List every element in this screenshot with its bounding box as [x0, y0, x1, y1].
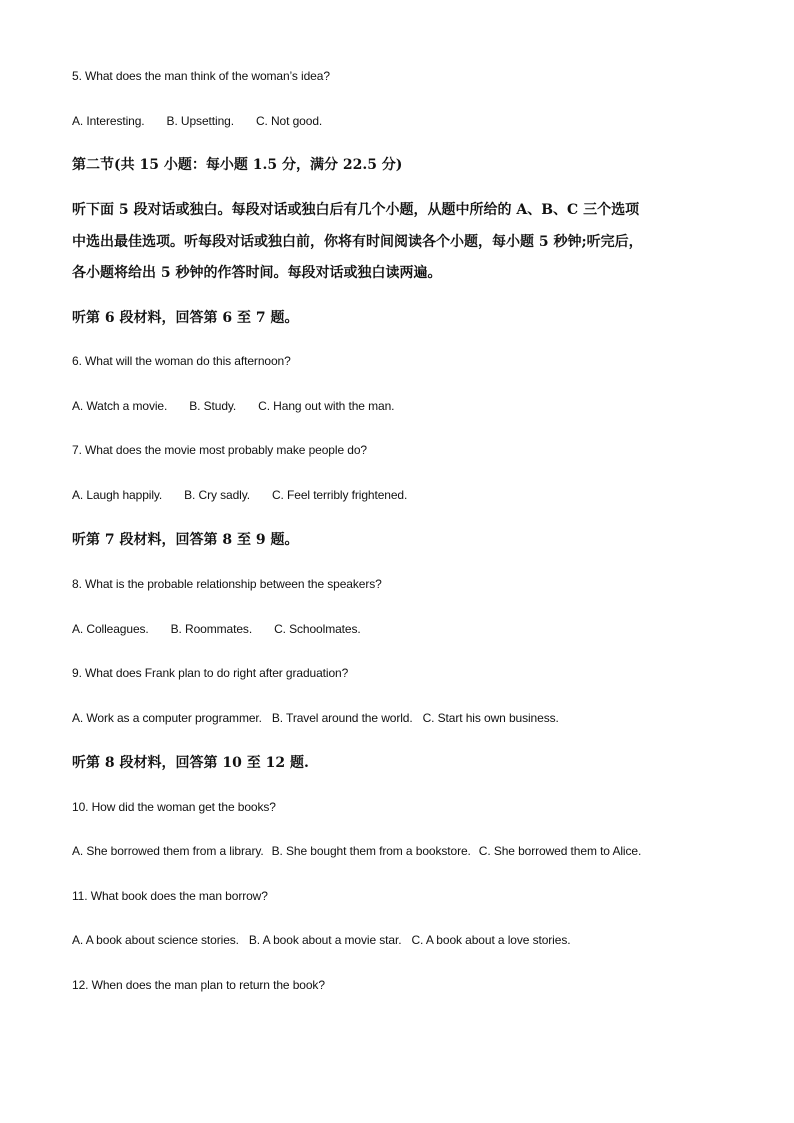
option-a: A. Interesting.: [72, 114, 145, 128]
material-6-heading: 听第 6 段材料，回答第 6 至 7 题。: [72, 310, 299, 326]
option-b: B. Cry sadly.: [184, 488, 250, 502]
option-b: B. Upsetting.: [166, 114, 234, 128]
option-a: A. Laugh happily.: [72, 488, 163, 502]
material-7-heading: 听第 7 段材料，回答第 8 至 9 题。: [72, 532, 299, 548]
instructions-line-1: 听下面 5 段对话或独白。每段对话或独白后有几个小题，从题中所给的 A、B、C 三个选项: [72, 202, 640, 218]
option-c: C. Not good.: [255, 114, 323, 128]
question-9: 9. What does Frank plan to do right after graduation?: [72, 666, 349, 680]
question-6: 6. What will the woman do this afternoon?: [72, 354, 291, 368]
section-heading: 第二节(共 15 小题：每小题 1.5 分，满分 22.5 分): [72, 157, 403, 173]
question-8-options: [72, 621, 361, 637]
instructions-line-3: 各小题将给出 5 秒钟的作答时间。每段对话或独白读两遍。: [72, 265, 442, 281]
option-b: B. A book about a movie star.: [248, 933, 402, 947]
question-12: 12. When does the man plan to return the book?: [72, 978, 325, 992]
option-c: C. Start his own business.: [422, 711, 559, 725]
option-b: B. Study.: [189, 399, 237, 413]
question-11: 11. What book does the man borrow?: [72, 889, 268, 903]
option-c: C. Hang out with the man.: [258, 399, 395, 413]
option-c: C. Schoolmates.: [274, 622, 361, 636]
instructions-line-2: 中选出最佳选项。听每段对话或独白前，你将有时间阅读各个小题，每小题 5 秒钟;听完后，: [72, 234, 643, 250]
question-10-options: [72, 843, 641, 859]
option-b: B. She bought them from a bookstore.: [271, 844, 471, 858]
material-8-heading: 听第 8 段材料，回答第 10 至 12 题.: [72, 755, 309, 771]
option-a: A. A book about science stories.: [72, 933, 239, 947]
option-c: C. Feel terribly frightened.: [271, 488, 408, 502]
option-c: C. She borrowed them to Alice.: [478, 844, 642, 858]
question-7-options: [72, 487, 407, 503]
question-5-options: [72, 113, 322, 129]
option-a: A. Work as a computer programmer.: [72, 711, 262, 725]
question-10: 10. How did the woman get the books?: [72, 800, 276, 814]
question-9-options: [72, 710, 559, 726]
question-6-options: [72, 398, 394, 414]
option-a: A. Colleagues.: [72, 622, 149, 636]
question-7: 7. What does the movie most probably make people do?: [72, 443, 367, 457]
option-a: A. Watch a movie.: [72, 399, 168, 413]
question-5: 5. What does the man think of the woman’s idea?: [72, 69, 330, 83]
question-8: 8. What is the probable relationship between the speakers?: [72, 577, 382, 591]
option-a: A. She borrowed them from a library.: [72, 844, 264, 858]
option-c: C. A book about a love stories.: [411, 933, 571, 947]
question-11-options: [72, 932, 570, 948]
option-b: B. Roommates.: [170, 622, 253, 636]
option-b: B. Travel around the world.: [271, 711, 413, 725]
